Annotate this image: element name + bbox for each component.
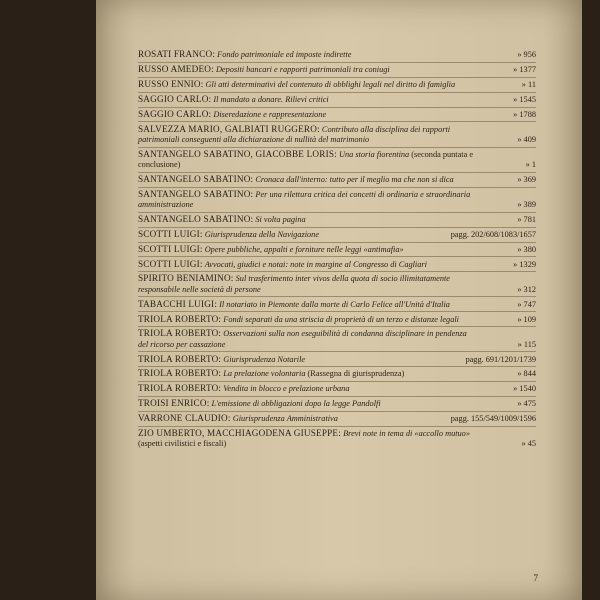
entry-author: SPIRITO BENIAMINO: — [138, 273, 234, 284]
entry-author: TRIOLA ROBERTO: — [138, 313, 222, 324]
entry-page: » 1540 — [513, 384, 536, 394]
entry-text — [138, 299, 536, 310]
entry-title: Giurisprudenza Amministrativa — [232, 414, 338, 424]
index-entry — [138, 107, 536, 122]
entry-page: » 844 — [517, 369, 536, 379]
entry-author: VARRONE CLAUDIO: — [138, 413, 231, 424]
entry-page: » 409 — [517, 134, 536, 144]
entry-author: TROISI ENRICO: — [138, 398, 210, 409]
entry-title: Sul trasferimento inter vivos della quota di socio illimitatamente responsabile nelle società di persone — [138, 274, 450, 294]
entry-title: Una storia fiorentina — [338, 149, 410, 159]
entry-author: TRIOLA ROBERTO: — [138, 328, 222, 339]
entry-title: Giurisprudenza della Navigazione — [204, 229, 319, 239]
index-list — [138, 48, 536, 451]
entry-text — [138, 259, 536, 270]
index-entry — [138, 172, 536, 187]
entry-author: ZIO UMBERTO, MACCHIAGODENA GIUSEPPE: — [138, 427, 341, 438]
entry-note: (seconda puntata e conclusione) — [138, 149, 474, 170]
entry-title: Diseredazione e rappresentazione — [213, 109, 327, 119]
entry-text — [138, 149, 536, 171]
entry-page: » 369 — [517, 174, 536, 184]
entry-text — [138, 214, 536, 225]
entry-title: L'emissione di obbligazioni dopo la legge Pandolfi — [211, 399, 381, 409]
index-entry — [138, 187, 536, 212]
entry-page: » 1545 — [513, 94, 536, 104]
index-entry — [138, 147, 536, 172]
entry-note: (Rassegna di giurisprudenza) — [307, 369, 405, 379]
entry-title: Si volta pagina — [255, 214, 306, 224]
entry-page: » 389 — [517, 200, 536, 210]
index-entry — [138, 326, 536, 351]
index-entry — [138, 227, 536, 242]
entry-title: Gli atti determinativi del contenuto di obblighi legali nel diritto di famiglia — [205, 79, 456, 89]
entry-author: SAGGIO CARLO: — [138, 93, 212, 104]
entry-author: SANTANGELO SABATINO: — [138, 173, 254, 184]
index-entry — [138, 351, 536, 366]
entry-author: TRIOLA ROBERTO: — [138, 353, 222, 364]
entry-page: » 1377 — [513, 65, 536, 75]
index-entry — [138, 271, 536, 296]
index-entry — [138, 296, 536, 311]
entry-text — [138, 368, 536, 379]
entry-title: Depositi bancari e rapporti patrimoniali tra coniugi — [215, 65, 390, 75]
entry-page: » 380 — [517, 244, 536, 254]
entry-author: TRIOLA ROBERTO: — [138, 383, 222, 394]
entry-author: SANTANGELO SABATINO: — [138, 188, 254, 199]
entry-title: Giurisprudenza Notarile — [223, 354, 306, 364]
entry-title: Il notariato in Piemonte dalla morte di Carlo Felice all'Unità d'Italia — [219, 299, 450, 309]
index-entry — [138, 366, 536, 381]
index-entry — [138, 256, 536, 271]
index-entry — [138, 396, 536, 411]
entry-title: La prelazione volontaria — [223, 369, 306, 379]
entry-author: SAGGIO CARLO: — [138, 108, 212, 119]
entry-text — [138, 244, 536, 255]
index-entry — [138, 48, 536, 62]
entry-page: » 45 — [521, 439, 536, 449]
entry-page: » 109 — [517, 314, 536, 324]
entry-author: SANTANGELO SABATINO: — [138, 213, 254, 224]
index-entry — [138, 242, 536, 257]
index-entry — [138, 92, 536, 107]
index-entry — [138, 381, 536, 396]
entry-author: RUSSO ENNIO: — [138, 78, 204, 89]
entry-text — [138, 189, 536, 211]
entry-text — [138, 79, 536, 90]
entry-text — [138, 383, 536, 394]
entry-title: Fondi separati da una striscia di proprietà di un terzo e distanze legali — [223, 314, 459, 324]
entry-title: Brevi note in tema di «accollo mutuo» — [343, 428, 470, 438]
entry-title: Fondo patrimoniale ed imposte indirette — [217, 50, 352, 60]
entry-author: SANTANGELO SABATINO, GIACOBBE LORIS: — [138, 148, 337, 159]
entry-text — [138, 398, 536, 409]
index-entry — [138, 426, 536, 451]
entry-page: » 1788 — [513, 109, 536, 119]
entry-page: pagg. 202/608/1083/1657 — [450, 229, 536, 239]
entry-page: » 747 — [517, 299, 536, 309]
entry-author: SALVEZZA MARIO, GALBIATI RUGGERO: — [138, 123, 320, 134]
entry-author: ROSATI FRANCO: — [138, 49, 216, 60]
entry-text — [138, 273, 536, 295]
entry-title: Contributo alla disciplina dei rapporti patrimoniali conseguenti alla dichiarazione di nullità del matrimonio — [138, 124, 451, 144]
index-entry — [138, 121, 536, 146]
book-page — [96, 0, 582, 600]
entry-title: Per una rilettura critica dei concetti di ordinaria e straordinaria amministrazione — [138, 189, 471, 210]
entry-text — [138, 328, 536, 350]
entry-title: Avvocati, giudici e notai: note in margine al Congresso di Cagliari — [204, 259, 427, 269]
page-number: 7 — [533, 573, 538, 583]
entry-page: » 956 — [517, 50, 536, 60]
entry-author: SCOTTI LUIGI: — [138, 258, 203, 269]
entry-text — [138, 428, 536, 450]
entry-title: Osservazioni sulla non eseguibilità di condanna disciplinare in pendenza del ricorso per cassazione — [138, 329, 467, 349]
entry-page: » 1329 — [513, 259, 536, 269]
entry-title: Vendita in blocco e prelazione urbana — [223, 384, 350, 394]
entry-title: Cronaca dall'interno: tutto per il meglio ma che non si dica — [255, 174, 454, 184]
entry-page: pagg. 691/1201/1739 — [465, 354, 536, 364]
entry-author: SCOTTI LUIGI: — [138, 243, 203, 254]
index-entry — [138, 311, 536, 326]
index-entry — [138, 62, 536, 77]
entry-page: pagg. 155/549/1009/1596 — [450, 414, 536, 424]
index-entry — [138, 212, 536, 227]
entry-page: » 781 — [517, 214, 536, 224]
entry-text — [138, 174, 536, 185]
index-entry — [138, 77, 536, 92]
entry-text — [138, 64, 536, 75]
entry-page: » 115 — [517, 339, 536, 349]
entry-text — [138, 109, 536, 120]
index-entry — [138, 411, 536, 426]
entry-author: SCOTTI LUIGI: — [138, 228, 203, 239]
entry-text — [138, 49, 536, 60]
entry-page: » 312 — [517, 284, 536, 294]
entry-text — [138, 314, 536, 325]
entry-text — [138, 94, 536, 105]
entry-text — [138, 124, 536, 146]
entry-title: Il mandato a donare. Rilievi critici — [213, 94, 329, 104]
entry-author: TABACCHI LUIGI: — [138, 298, 218, 309]
entry-note: (aspetti civilistici e fiscali) — [138, 439, 227, 449]
entry-author: TRIOLA ROBERTO: — [138, 368, 222, 379]
entry-title: Opere pubbliche, appalti e forniture nelle leggi «antimafia» — [204, 244, 404, 254]
entry-page: » 1 — [525, 160, 536, 170]
entry-page: » 11 — [521, 79, 536, 89]
entry-page: » 475 — [517, 399, 536, 409]
entry-author: RUSSO AMEDEO: — [138, 64, 214, 75]
